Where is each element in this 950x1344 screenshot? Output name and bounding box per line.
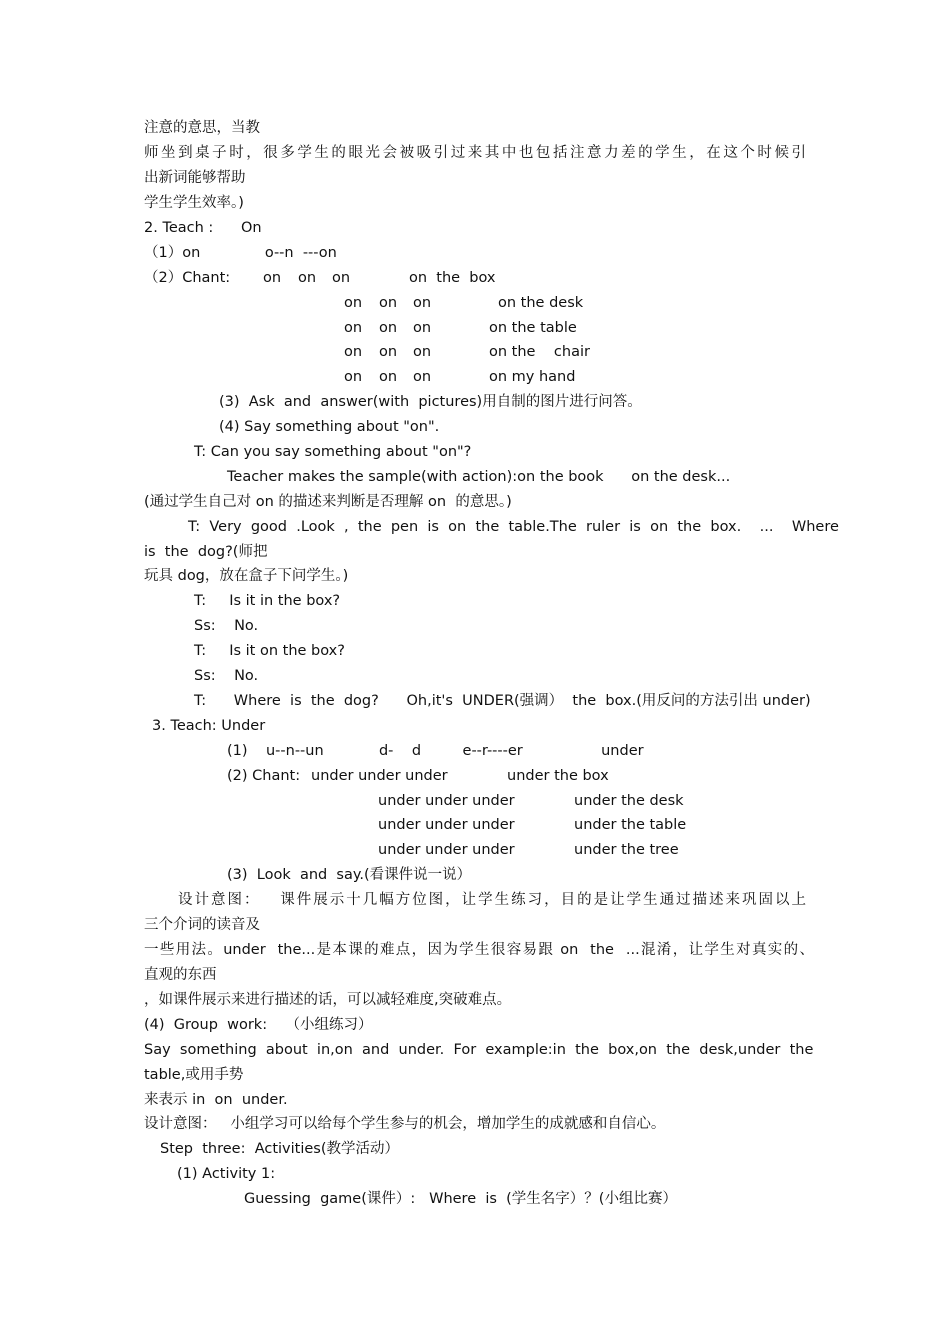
chant-word: on	[413, 295, 432, 311]
chant-phrase: on my hand	[489, 369, 576, 385]
doc-line: 注意的意思，当教	[144, 120, 260, 136]
chant-word: on	[413, 369, 432, 385]
doc-line: Guessing game(课件）: Where is (学生名字）？(小组比赛）	[244, 1191, 677, 1207]
dialogue-line: T: Is it on the box?	[194, 643, 345, 659]
doc-line: 设计意图： 小组学习可以给每个学生参与的机会，增加学生的成就感和自信心。	[144, 1116, 666, 1132]
chant-phrase: on the table	[489, 320, 577, 336]
doc-line: is the dog?(师把	[144, 544, 268, 560]
chant-word: on	[332, 270, 351, 286]
doc-line: (3) Ask and answer(with pictures)用自制的图片进行问答。	[219, 394, 642, 410]
chant-word: on	[379, 344, 398, 360]
doc-line: 一些用法。under the...是本课的难点，因为学生很容易跟 on the ...混淆，让学生对真实的、	[144, 942, 814, 958]
chant-word: on	[344, 295, 363, 311]
doc-line: Step three: Activities(教学活动）	[160, 1141, 400, 1157]
chant-words: under under under	[378, 817, 515, 833]
chant-word: on	[379, 295, 398, 311]
chant-phrase: on the desk	[498, 295, 584, 311]
doc-line: (1) Activity 1:	[177, 1166, 276, 1182]
dialogue-line: Ss: No.	[194, 618, 259, 634]
chant-word: on	[379, 369, 398, 385]
dialogue-line: Ss: No.	[194, 668, 259, 684]
chant-word: on	[298, 270, 317, 286]
doc-line: (4) Say something about "on".	[219, 419, 440, 435]
chant-label: (2) Chant:	[227, 768, 301, 784]
doc-line: 3. Teach: Under	[152, 718, 266, 734]
doc-line: ，如课件展示来进行描述的话，可以减轻难度,突破难点。	[144, 992, 512, 1008]
doc-line: Teacher makes the sample(with action):on the book on the desk...	[227, 469, 731, 485]
chant-phrase: under the box	[507, 768, 609, 784]
chant-word: on	[263, 270, 282, 286]
chant-word: on	[344, 320, 363, 336]
doc-line: 三个介词的读音及	[144, 917, 260, 933]
doc-line: Say something about in,on and under. For example:in the box,on the desk,under the	[144, 1042, 814, 1058]
chant-label: （2）Chant:	[144, 270, 231, 286]
chant-phrase: under the table	[574, 817, 687, 833]
doc-line: 师坐到桌子时，很多学生的眼光会被吸引过来其中也包括注意力差的学生，在这个时候引	[144, 145, 806, 161]
doc-line: 设计意图： 课件展示十几幅方位图，让学生练习，目的是让学生通过描述来巩固以上	[178, 892, 806, 908]
doc-line: T: Can you say something about "on"?	[194, 444, 472, 460]
chant-words: under under under	[311, 768, 448, 784]
chant-phrase: on the chair	[489, 344, 590, 360]
doc-line: （1）on o--n ---on	[144, 245, 337, 261]
doc-line: (4) Group work: （小组练习）	[144, 1017, 373, 1033]
doc-line: (1) u--n--un d- d e--r----er under	[227, 743, 644, 759]
doc-line: 学生学生效率。)	[144, 195, 244, 211]
chant-words: under under under	[378, 842, 515, 858]
chant-word: on	[413, 320, 432, 336]
doc-line: 玩具 dog，放在盒子下问学生。)	[144, 568, 349, 584]
doc-line: (3) Look and say.(看课件说一说）	[227, 867, 472, 883]
doc-line: 2. Teach : On	[144, 220, 262, 236]
chant-words: under under under	[378, 793, 515, 809]
doc-line: 直观的东西	[144, 967, 217, 983]
chant-word: on	[344, 369, 363, 385]
doc-line: 出新词能够帮助	[144, 170, 246, 186]
dialogue-line: T: Is it in the box?	[194, 593, 341, 609]
chant-word: on	[379, 320, 398, 336]
chant-phrase: under the tree	[574, 842, 679, 858]
chant-phrase: on the box	[409, 270, 496, 286]
doc-line: (通过学生自己对 on 的描述来判断是否理解 on 的意思。)	[144, 494, 512, 510]
doc-line: T: Very good .Look , the pen is on the table.The ruler is on the box. ... Where	[188, 519, 839, 535]
doc-line: 来表示 in on under.	[144, 1092, 288, 1108]
chant-word: on	[344, 344, 363, 360]
chant-phrase: under the desk	[574, 793, 684, 809]
doc-line: table,或用手势	[144, 1067, 244, 1083]
dialogue-line: T: Where is the dog? Oh,it's UNDER(强调） the box.(用反问的方法引出 under)	[194, 693, 811, 709]
chant-word: on	[413, 344, 432, 360]
